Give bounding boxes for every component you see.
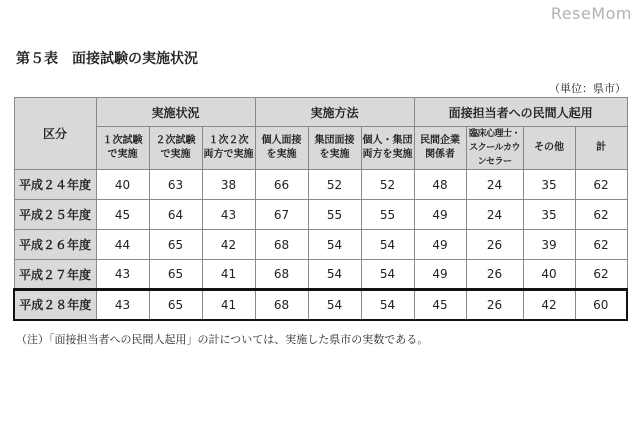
table-cell: 41 [202, 290, 255, 320]
table-cell: 62 [575, 200, 627, 230]
sub-header: 計 [575, 127, 627, 170]
table-cell: 43 [96, 290, 149, 320]
table-cell: 49 [414, 200, 466, 230]
table-cell: 55 [361, 200, 414, 230]
table-cell: 44 [96, 230, 149, 260]
table-cell: 45 [414, 290, 466, 320]
table-cell: 64 [149, 200, 202, 230]
group-header-civilian: 面接担当者への民間人起用 [414, 98, 627, 127]
table-cell: 65 [149, 230, 202, 260]
table-cell: 54 [308, 230, 361, 260]
group-header-status: 実施状況 [96, 98, 255, 127]
sub-header: 集団面接 を実施 [308, 127, 361, 170]
table-cell: 41 [202, 260, 255, 290]
table-cell: 42 [523, 290, 575, 320]
table-cell: 48 [414, 170, 466, 200]
table-cell: 68 [255, 290, 308, 320]
table-cell: 60 [575, 290, 627, 320]
table-cell: 26 [466, 230, 523, 260]
table-body [14, 170, 627, 320]
table-cell: 45 [96, 200, 149, 230]
table-cell: 54 [361, 260, 414, 290]
sub-header: １次２次 両方で実施 [202, 127, 255, 170]
table-cell: 26 [466, 290, 523, 320]
sub-header: 臨床心理士・ スクールカウンセラー [466, 127, 523, 170]
sub-header: 個人・集団 両方を実施 [361, 127, 414, 170]
table-cell: 54 [308, 290, 361, 320]
table-cell: 43 [202, 200, 255, 230]
group-header-row [14, 98, 627, 127]
table-cell: 55 [308, 200, 361, 230]
table-row [14, 170, 627, 200]
table-cell: 49 [414, 260, 466, 290]
table-cell: 35 [523, 170, 575, 200]
table-cell: 24 [466, 200, 523, 230]
table-row [14, 260, 627, 290]
interview-exam-table [13, 97, 628, 321]
sub-header: その他 [523, 127, 575, 170]
table-cell: 35 [523, 200, 575, 230]
table-row [14, 200, 627, 230]
unit-label: （単位：県市） [549, 82, 626, 95]
table-cell: 68 [255, 230, 308, 260]
table-cell: 52 [361, 170, 414, 200]
table-cell: 38 [202, 170, 255, 200]
table-cell: 54 [361, 290, 414, 320]
row-label: 平成２５年度 [14, 200, 96, 230]
table-cell: 65 [149, 290, 202, 320]
group-header-method: 実施方法 [255, 98, 414, 127]
table-cell: 54 [308, 260, 361, 290]
row-label: 平成２７年度 [14, 260, 96, 290]
sub-header: １次試験 で実施 [96, 127, 149, 170]
table-cell: 63 [149, 170, 202, 200]
row-label: 平成２４年度 [14, 170, 96, 200]
table-cell: 54 [361, 230, 414, 260]
table-cell: 68 [255, 260, 308, 290]
table-cell: 62 [575, 230, 627, 260]
table-cell: 39 [523, 230, 575, 260]
sub-header: 民間企業 関係者 [414, 127, 466, 170]
corner-header: 区分 [14, 98, 96, 170]
row-label: 平成２８年度 [14, 290, 96, 320]
table-cell: 40 [96, 170, 149, 200]
table-cell: 65 [149, 260, 202, 290]
table-cell: 26 [466, 260, 523, 290]
sub-header: ２次試験 で実施 [149, 127, 202, 170]
table-cell: 62 [575, 260, 627, 290]
sub-header-row [14, 127, 627, 170]
table-cell: 49 [414, 230, 466, 260]
table-cell: 24 [466, 170, 523, 200]
table-row [14, 290, 627, 320]
row-label: 平成２６年度 [14, 230, 96, 260]
table-cell: 43 [96, 260, 149, 290]
table-cell: 62 [575, 170, 627, 200]
table-title: 第５表 面接試験の実施状況 [16, 51, 198, 67]
sub-header: 個人面接 を実施 [255, 127, 308, 170]
footnote: （注）「面接担当者への民間人起用」の計については、実施した県市の実数である。 [16, 333, 429, 346]
table-cell: 40 [523, 260, 575, 290]
table-cell: 42 [202, 230, 255, 260]
table-cell: 66 [255, 170, 308, 200]
table-cell: 52 [308, 170, 361, 200]
resemom-watermark: ReseMom [550, 4, 632, 23]
table-cell: 67 [255, 200, 308, 230]
table-row [14, 230, 627, 260]
